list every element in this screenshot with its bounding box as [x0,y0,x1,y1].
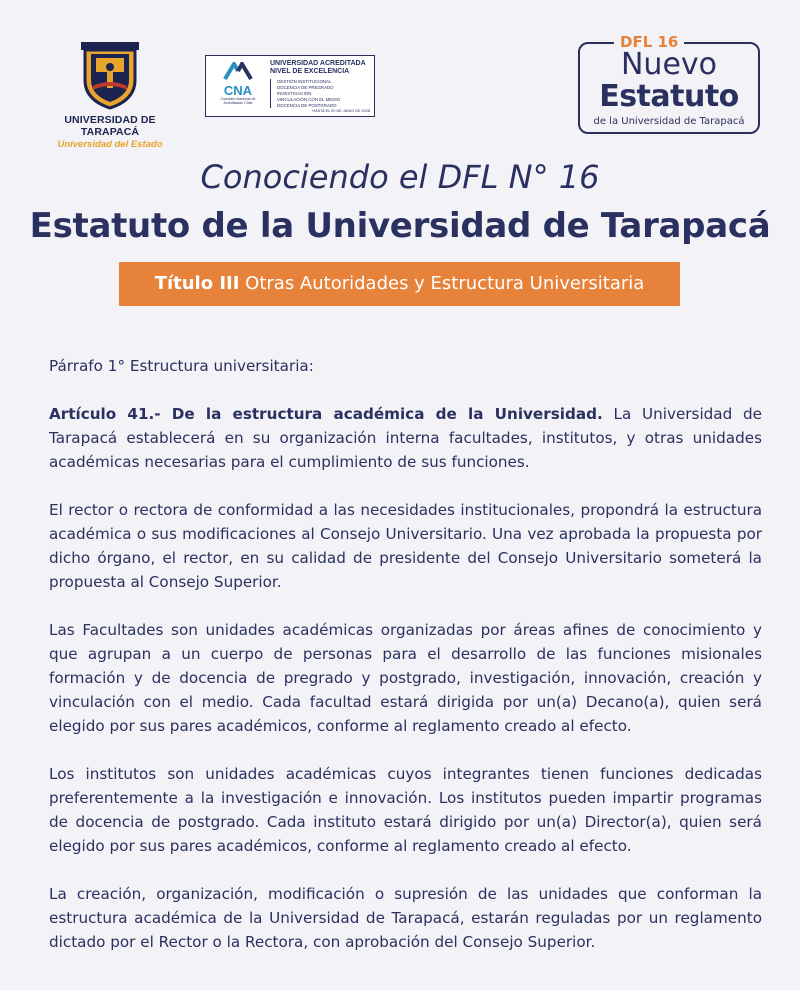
accreditation-title-2: NIVEL DE EXCELENCIA [270,68,350,76]
page-kicker: Conociendo el DFL N° 16 [200,158,600,196]
article-paragraph [49,402,762,474]
university-subtitle: Universidad del Estado [57,139,163,150]
cna-caption: Comisión Nacional de Acreditación Chile [220,97,256,106]
accreditation-text [270,60,374,108]
section-title-text: Otras Autoridades y Estructura Universitaria [239,273,645,294]
article-text: La Universidad de Tarapacá establecerá en su organización interna facultades, institutos, y otras unidades académicas necesarias para el cumplimiento de sus funciones. [49,405,762,471]
document-body [49,354,762,954]
cna-letters: CNA [223,83,253,98]
accreditation-area: DOCENCIA DE PREGRADO [277,84,334,90]
uta-logo [40,40,180,150]
badge-nuevo: Nuevo [620,47,718,82]
accreditation-area: VINCULACIÓN CON EL MEDIO [277,96,341,102]
body-paragraph-facultades: Las Facultades son unidades académicas organizadas por áreas afines de conocimiento y que agrupan a un cuerpo de personas para el desarrollo de las funciones misionales formación y de docencia de pregrado y postgrado, investigación, innovación, creación y vinculación con el medio. Cada facultad estará dirigida por un(a) Decano(a), quien será elegido por sus pares académicos, conforme al reglamento creado al efecto. [49,621,762,735]
paragraph-label: Párrafo 1° Estructura universitaria: [49,357,314,375]
section-title-bar [119,262,680,306]
badge-dfl-label: DFL 16 [614,33,684,51]
page-title: Estatuto de la Universidad de Tarapacá [29,206,771,246]
article-heading: Artículo 41.- De la estructura académica de la Universidad. [49,405,603,423]
cna-logo-icon [221,62,255,80]
accreditation-areas [270,79,374,109]
accreditation-area: GESTIÓN INSTITUCIONAL [277,78,332,84]
accreditation-until: HASTA EL 20 DE JUNIO DE 2028 [312,109,370,113]
section-title-bold: Título III [154,273,240,294]
accreditation-title-1: UNIVERSIDAD ACREDITADA [270,60,366,67]
accreditation-area: INVESTIGACIÓN [277,90,312,96]
cna-mark [214,62,262,106]
university-name: UNIVERSIDAD DE TARAPACÁ [64,114,156,138]
badge-estatuto: Estatuto [599,79,739,114]
badge-subtitle: de la Universidad de Tarapacá [593,116,745,127]
body-paragraph-institutos: Los institutos son unidades académicas cuyos integrantes tienen funciones dedicadas preferentemente a la investigación e innovación. Los institutos pueden impartir programas de docencia de postgrado. Cada instituto estará dirigido por un(a) Director(a), quien será elegido por sus pares académicos, conforme al reglamento creado al efecto. [49,765,762,855]
dfl-badge [578,33,760,134]
accreditation-area: DOCENCIA DE POSTGRADO [277,102,337,108]
university-shield-icon [79,40,141,110]
body-paragraph-creacion: La creación, organización, modificación o supresión de las unidades que conforman la estructura académica de la Universidad de Tarapacá, estarán reguladas por un reglamento dictado por el Rector o la Rectora, con aprobación del Consejo Superior. [49,885,762,951]
body-paragraph-rector: El rector o rectora de conformidad a las necesidades institucionales, propondrá la estructura académica o sus modificaciones al Consejo Universitario. Una vez aprobada la propuesta por dicho órgano, el rector, en su calidad de presidente del Consejo Universitario someterá la propuesta al Consejo Superior. [49,501,762,591]
accreditation-seal [205,55,375,117]
